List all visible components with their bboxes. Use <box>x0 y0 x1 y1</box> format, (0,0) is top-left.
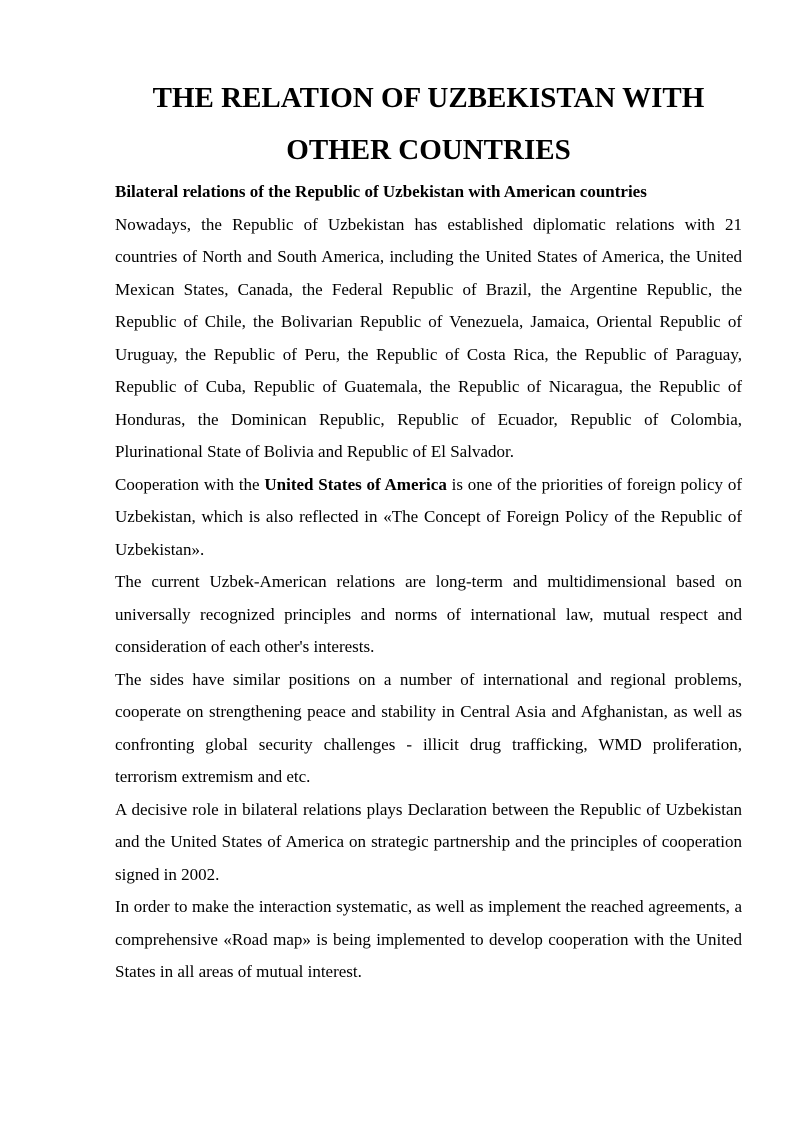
title-line-2: OTHER COUNTRIES <box>286 134 571 166</box>
paragraph-cooperation-usa <box>115 469 742 567</box>
paragraph-similar-positions: The sides have similar positions on a number of international and regional problems, cooperate on strengthening peace and stability in Central Asia and Afghanistan, as well as confronting global security challenges - illicit drug trafficking, WMD proliferation, terrorism extremism and etc. <box>115 669 742 786</box>
paragraph-diplomatic-relations: Nowadays, the Republic of Uzbekistan has established diplomatic relations with 21 countries of North and South America, including the United States of America, the United Mexican States, Canada, the Federal Republic of Brazil, the Argentine Republic, the Republic of Chile, the Bolivarian Republic of Venezuela, Jamaica, Oriental Republic of Uruguay, the Republic of Peru, the Republic of Costa Rica, the Republic of Paraguay, Republic of Cuba, Republic of Guatemala, the Republic of Nicaragua, the Republic of Honduras, the Dominican Republic, Republic of Ecuador, Republic of Colombia, Plurinational State of Bolivia and Republic of El Salvador. <box>115 214 742 461</box>
paragraph-uzbek-american-relations: The current Uzbek-American relations are long-term and multidimensional based on universally recognized principles and norms of international law, mutual respect and consideration of each other's interests. <box>115 572 742 656</box>
document-page <box>115 72 742 989</box>
paragraph-road-map: In order to make the interaction systematic, as well as implement the reached agreements, a comprehensive «Road map» is being implemented to develop cooperation with the United States in all areas of mutual interest. <box>115 897 742 981</box>
document-title <box>115 72 742 176</box>
paragraph-2-before: Cooperation with the <box>115 474 265 494</box>
paragraph-2-after: is one of the priorities of foreign policy of Uzbekistan, which is also reflected in «The Concept of Foreign Policy of the Republic of Uzbekistan». <box>115 474 742 559</box>
paragraph-declaration: A decisive role in bilateral relations plays Declaration between the Republic of Uzbekistan and the United States of America on strategic partnership and the principles of cooperation signed in 2002. <box>115 799 742 884</box>
title-line-1: THE RELATION OF UZBEKISTAN WITH <box>152 82 705 114</box>
section-heading: Bilateral relations of the Republic of Uzbekistan with American countries <box>115 182 647 201</box>
paragraph-2-bold: United States of America <box>264 474 447 494</box>
